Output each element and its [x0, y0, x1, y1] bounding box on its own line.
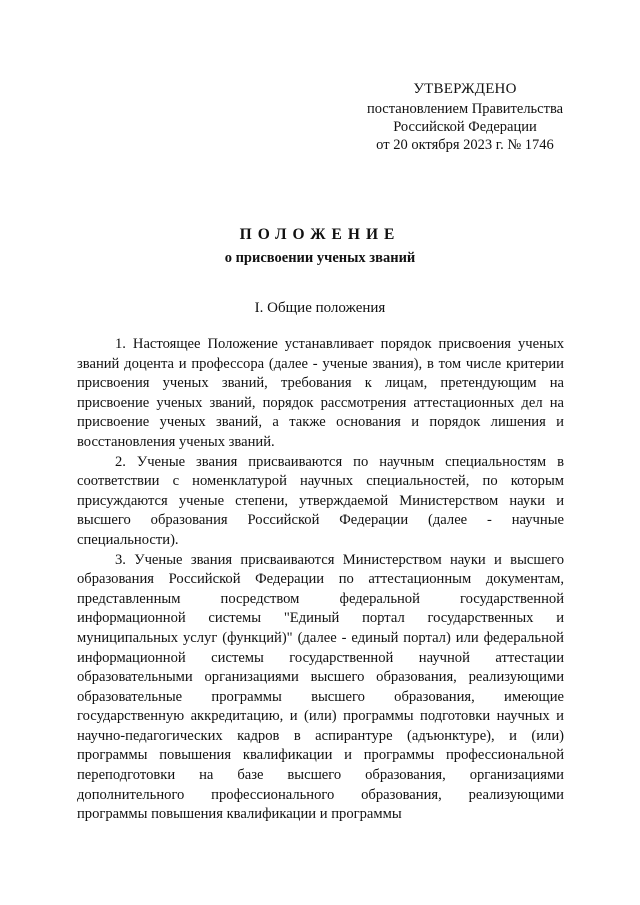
paragraph-3: 3. Ученые звания присваиваются Министерством науки и высшего образования Российской Федерации по аттестационным документам, представленным посредством федеральной государственной информационной системы "Единый портал государственных и муниципальных услуг (функций)" (далее - единый портал) или федеральной информационной системы государственной научной аттестации образовательными организациями высшего образования, реализующими образовательные программы высшего образования, имеющие государственную аккредитацию, и (или) программы подготовки научных и научно-педагогических кадров в аспирантуре (адъюнктуре), и (или) программы повышения квалификации и программы профессиональной переподготовки на базе высшего образования, организациями дополнительного профессионального образования, реализующими программы повышения квалификации и программы [77, 551, 564, 823]
approval-stamp [330, 80, 600, 154]
approval-title: УТВЕРЖДЕНО [413, 81, 517, 97]
approval-line-2: Российской Федерации [393, 119, 537, 135]
document-body [77, 335, 564, 825]
document-subtitle: о присвоении ученых званий [224, 250, 416, 266]
approval-line-1: постановлением Правительства [366, 101, 564, 117]
paragraph-1: 1. Настоящее Положение устанавливает порядок присвоения ученых званий доцента и профессора (далее - ученые звания), в том числе критерии присвоения ученых званий, требования к лицам, претендующим на присвоение ученых званий, порядок рассмотрения аттестационных дел на присвоение ученых званий, а также основания и порядок лишения и восстановления ученых званий. [77, 336, 564, 450]
paragraph-2: 2. Ученые звания присваиваются по научным специальностям в соответствии с номенклатурой научных специальностей, по которым присуждаются ученые степени, утверждаемой Министерством науки и высшего образования Российской Федерации (далее - научные специальности). [77, 453, 564, 548]
section-heading: I. Общие положения [254, 300, 386, 316]
document-title: ПОЛОЖЕНИЕ [239, 226, 401, 243]
approval-line-3: от 20 октября 2023 г. № 1746 [376, 137, 554, 153]
